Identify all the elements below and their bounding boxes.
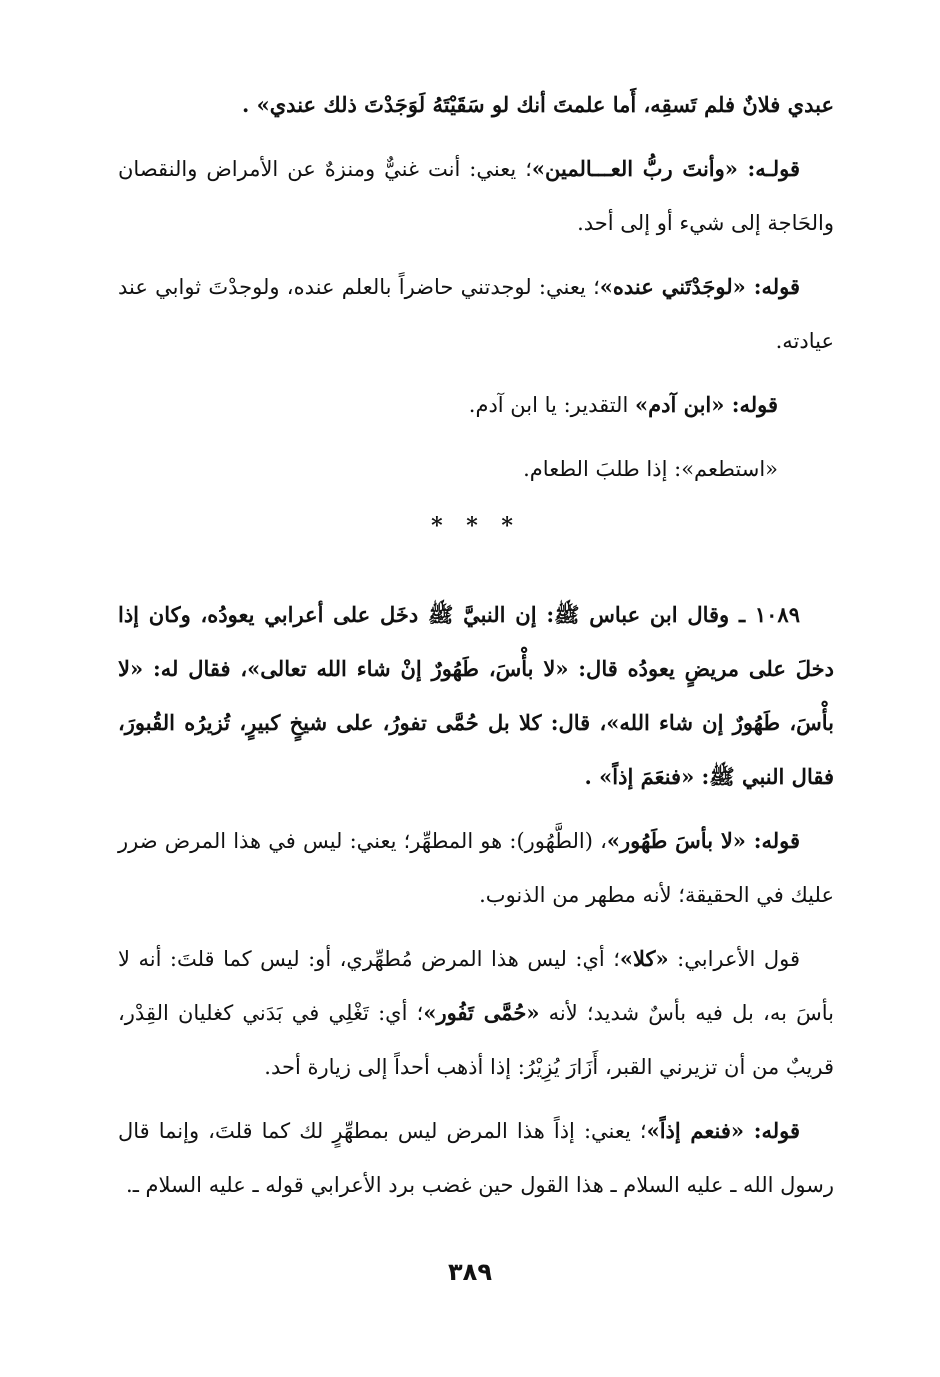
- page-number: ٣٨٩: [448, 1258, 492, 1286]
- bold-text: قوله: «ابن آدم»: [634, 392, 778, 417]
- text-segment: «استطعم»: إذا طلبَ الطعام.: [523, 457, 778, 481]
- bold-text: قوله: «فنعم إذاً»: [646, 1118, 801, 1143]
- paragraph: [118, 378, 834, 432]
- text-segment: ؛ يعني: إذاً هذا المرض ليس بمطهِّرٍ لك كما قلتَ، وإنما قال رسول الله ـ عليه السلام ـ هذا القول حين غضب برد الأعرابي قوله ـ عليه السلام ـ.: [118, 1119, 834, 1197]
- text-segment: ، (الطَّهُور): هو المطهِّر؛ يعني: ليس في هذا المرض ضرر عليك في الحقيقة؛ لأنه مطهر من الذنوب.: [118, 829, 834, 907]
- paragraph: [118, 932, 834, 1094]
- bold-text: قوله: «لا بأسَ طَهُور»: [606, 828, 801, 853]
- bold-text: قوله: «لوجَدْتَني عنده»: [599, 274, 800, 299]
- text-segment: التقدير: يا ابن آدم.: [468, 393, 635, 417]
- body-text: [118, 78, 834, 1222]
- text-segment: ؛ أي: ليس هذا المرض مُطهِّري، أو: ليس كما قلتَ: أنه لا بأسَ به، بل فيه بأسٌ شديد؛ لأنه: [118, 947, 834, 1025]
- paragraph: [118, 1104, 834, 1212]
- paragraph: [118, 442, 834, 496]
- bold-text: ١٠٨٩ ـ وقال ابن عباس ﷺ: إن النبيَّ ﷺ دخَل على أعرابي يعودُه، وكان إذا دخلَ على مريضٍ يعودُه قال: «لا بأْسَ، طَهُورٌ إنْ شاء الله تعالى»، فقال له: «لا بأْسَ، طَهُورٌ إن شاء الله»، قال: كلا بل حُمَّى تفورُ، على شيخٍ كبيرٍ، تُزيرُه القُبورَ، فقال النبي ﷺ: «فنعَمَ إذاً» .: [118, 602, 834, 789]
- text-segment: ؛ يعني: أنت غنيٌّ ومنزهٌ عن الأمراض والنقصان والحَاجة إلى شيء أو إلى أحد.: [118, 157, 834, 235]
- bold-text: «حُمَّى تَفُور»: [423, 1000, 540, 1025]
- section-separator: * * *: [431, 513, 521, 539]
- paragraph: [118, 814, 834, 922]
- text-segment: ؛ أي: تَغْلِي في بَدَني كغليان القِدْر، قريبٌ من أن تزيرني القبر، أَزَارَ يُزِيْرُ: إذا أذهب أحداً إلى زيارة أحد.: [118, 1001, 834, 1079]
- paragraph: [118, 260, 834, 368]
- text-segment: قول الأعرابي:: [668, 947, 800, 971]
- hadith-paragraph: [118, 588, 834, 804]
- text-segment: ؛ يعني: لوجدتني حاضراً بالعلم عنده، ولوجدْتَ ثوابي عند عيادته.: [118, 275, 834, 353]
- bold-text: عبدي فلانٌ فلم تَسقِه، أَما علمتَ أنك لو سَقَيْتَهُ لَوَجَدْتَ ذلك عندي» .: [242, 92, 834, 117]
- paragraph: [118, 142, 834, 250]
- bold-text: «كلا»: [619, 946, 669, 971]
- bold-text: قولـه: «وأنتَ ربُّ العـــالمين»: [531, 156, 800, 181]
- paragraph: [118, 78, 834, 132]
